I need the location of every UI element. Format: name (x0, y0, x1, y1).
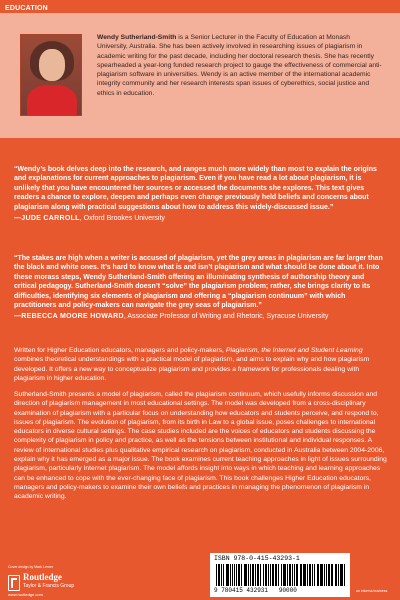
barcode-bar (263, 564, 264, 586)
barcode-bar (234, 564, 235, 586)
barcode-bar (268, 564, 269, 586)
barcode-bar (328, 564, 330, 586)
barcode-bar (312, 564, 313, 586)
routledge-logo-icon (8, 575, 20, 591)
endorsement-quote (14, 165, 386, 223)
author-bio-text: is a Senior Lecturer in the Faculty of Education at Monash University, Australia. She has been actively involved in researching issues of plagiarism in academic writing for the past decade, including her doctoral research thesis. She has recently spearheaded a year-long funded research project to gauge the effectiveness of commercial anti-plagiarism software in universities. Wendy is an active member of the international academic integrity community and her research interests span issues of cyberethics, social justice and ethics in education. (97, 34, 382, 97)
quote-affiliation: , Oxford Brookes University (79, 215, 165, 223)
barcode-bar (314, 564, 315, 586)
book-title-italic: Plagiarism, the Internet and Student Learning (225, 347, 363, 354)
barcode-bar (294, 564, 295, 586)
category-label: EDUCATION (5, 5, 48, 12)
cover-credit: Cover design by Mark Lerner (8, 565, 54, 569)
barcode-bar (331, 564, 332, 586)
barcode-bar (230, 564, 231, 586)
barcode-bar (289, 564, 291, 586)
barcode-bar (252, 564, 254, 586)
photo-face (39, 49, 65, 81)
barcode-bar (317, 564, 319, 586)
barcode-bar (283, 564, 286, 586)
description-text: combines theoretical understandings with a practical model of plagiarism, and aims to explain why and how plagiarism developed. It offers a new way to conceptualize plagiarism and provides a framework for professionals dealing with plagiarism in higher education. (14, 356, 370, 382)
barcode-bar (218, 564, 220, 586)
barcode-bar (332, 564, 333, 586)
quote-author: —JUDE CARROLL (14, 215, 80, 223)
barcode-bar (303, 564, 306, 586)
barcode (210, 553, 350, 597)
quote-text: “Wendy’s book delves deep into the research, and ranges much more widely than most to explain the origins and explanations for current approaches to plagiarism. Even if you have read a lot about plagiarism, it is unlikely that you have encountered her sources or accessed the documents she explores. This text gives readers a chance to explore, deepen and perhaps even change previously held beliefs and concerns about plagiarism along with practical suggestions about how to address this widely-discussed issue.” (14, 166, 377, 211)
barcode-digits (214, 587, 297, 594)
barcode-bar (250, 564, 251, 586)
barcode-bars (216, 564, 346, 586)
author-bio (97, 33, 382, 98)
barcode-bar (287, 564, 288, 586)
barcode-bar (236, 564, 237, 586)
barcode-bar (260, 564, 261, 586)
quote-text: “The stakes are high when a writer is accused of plagiarism, yet the grey areas in plagiarism are far larger than the black and white ones. It’s hard to know what is and isn’t plagiarism and what should be done about it. Into these morass steps, Wendy Sutherland-Smith offering an illuminating synthesis of authorship theory and critical pedagogy. Sutherland-Smith doesn’t “solve” the plagiarism problem; rather, she brings clarity to its difficulties, identifying six elements of plagiarism and offering a “plagiarism continuum” with which practitioners and policy-makers can navigate the grey seas of plagiarism.” (14, 255, 383, 310)
barcode-bar (300, 564, 301, 586)
description-text: Written for Higher Education educators, managers and policy-makers, (14, 347, 226, 354)
endorsement-quote (14, 254, 386, 322)
description-paragraph (14, 346, 388, 383)
publisher-block (8, 572, 138, 600)
quote-attribution (14, 312, 386, 321)
barcode-bar (221, 564, 222, 586)
quote-author: —REBECCA MOORE HOWARD (14, 313, 124, 321)
barcode-bar (335, 564, 337, 586)
barcode-bar (301, 564, 302, 586)
barcode-bar (296, 564, 298, 586)
barcode-bar (326, 564, 327, 586)
barcode-bar (324, 564, 325, 586)
barcode-bar (238, 564, 240, 586)
barcode-number: 9 780415 432931 (214, 587, 269, 594)
isbn-label: ISBN 978-0-415-43293-1 (214, 555, 300, 562)
barcode-bar (226, 564, 229, 586)
barcode-addon: 90000 (278, 587, 297, 594)
barcode-bar (275, 564, 277, 586)
barcode-bar (272, 564, 274, 586)
barcode-bar (244, 564, 247, 586)
barcode-bar (216, 564, 217, 586)
publisher-url: www.routledge.com (8, 592, 43, 597)
barcode-bar (338, 564, 339, 586)
barcode-bar (307, 564, 308, 586)
barcode-bar (281, 564, 282, 586)
description-paragraph: Sutherland-Smith presents a model of plagiarism, called the plagiarism continuum, which usefully informs discussion and direction of plagiarism management in most educational settings. The model was developed from a cross-disciplinary examination of plagiarism with a particular focus on understanding how educators and students perceive, and respond to, issues of plagiarism. The evolution of plagiarism, from its birth in Law to a global issue, poses challenges to international educators in diverse cultural settings. The case studies included are the voices of educators and students discussing the complexity of plagiarism in policy and practice, as well as the tensions between institutional and individual responses. A review of international studies plus qualitative empirical research on plagiarism, conducted in Australia between 2004-2006, explain why it has emerged as a major issue. The book examines current teaching approaches in light of issues surrounding plagiarism, particularly Internet plagiarism. The model affords insight into ways in which teaching and learning approaches can be enhanced to cope with the ever-changing face of plagiarism. This book challenges Higher Education educators, managers and policy-makers to examine their own beliefs and practices in managing the phenomenon of plagiarism in academic writing. (14, 391, 387, 501)
barcode-bar (320, 564, 323, 586)
barcode-bar (292, 564, 293, 586)
barcode-bar (257, 564, 259, 586)
informa-tagline: an informa business (356, 589, 388, 593)
barcode-bar (344, 564, 345, 586)
publisher-name: Routledge (23, 572, 62, 582)
barcode-bar (265, 564, 268, 586)
barcode-bar (309, 564, 311, 586)
barcode-bar (241, 564, 242, 586)
barcode-bar (232, 564, 234, 586)
barcode-bar (340, 564, 343, 586)
barcode-bar (255, 564, 256, 586)
author-name: Wendy Sutherland-Smith (97, 34, 177, 41)
barcode-bar (223, 564, 224, 586)
quote-affiliation: , Associate Professor of Writing and Rhetoric, Syracuse University (123, 313, 329, 321)
author-photo (20, 34, 82, 116)
quote-attribution (14, 214, 386, 223)
publisher-subtitle: Taylor & Francis Group (23, 583, 75, 589)
barcode-bar (248, 564, 249, 586)
barcode-bar (270, 564, 271, 586)
photo-body (27, 85, 77, 116)
barcode-bar (278, 564, 279, 586)
